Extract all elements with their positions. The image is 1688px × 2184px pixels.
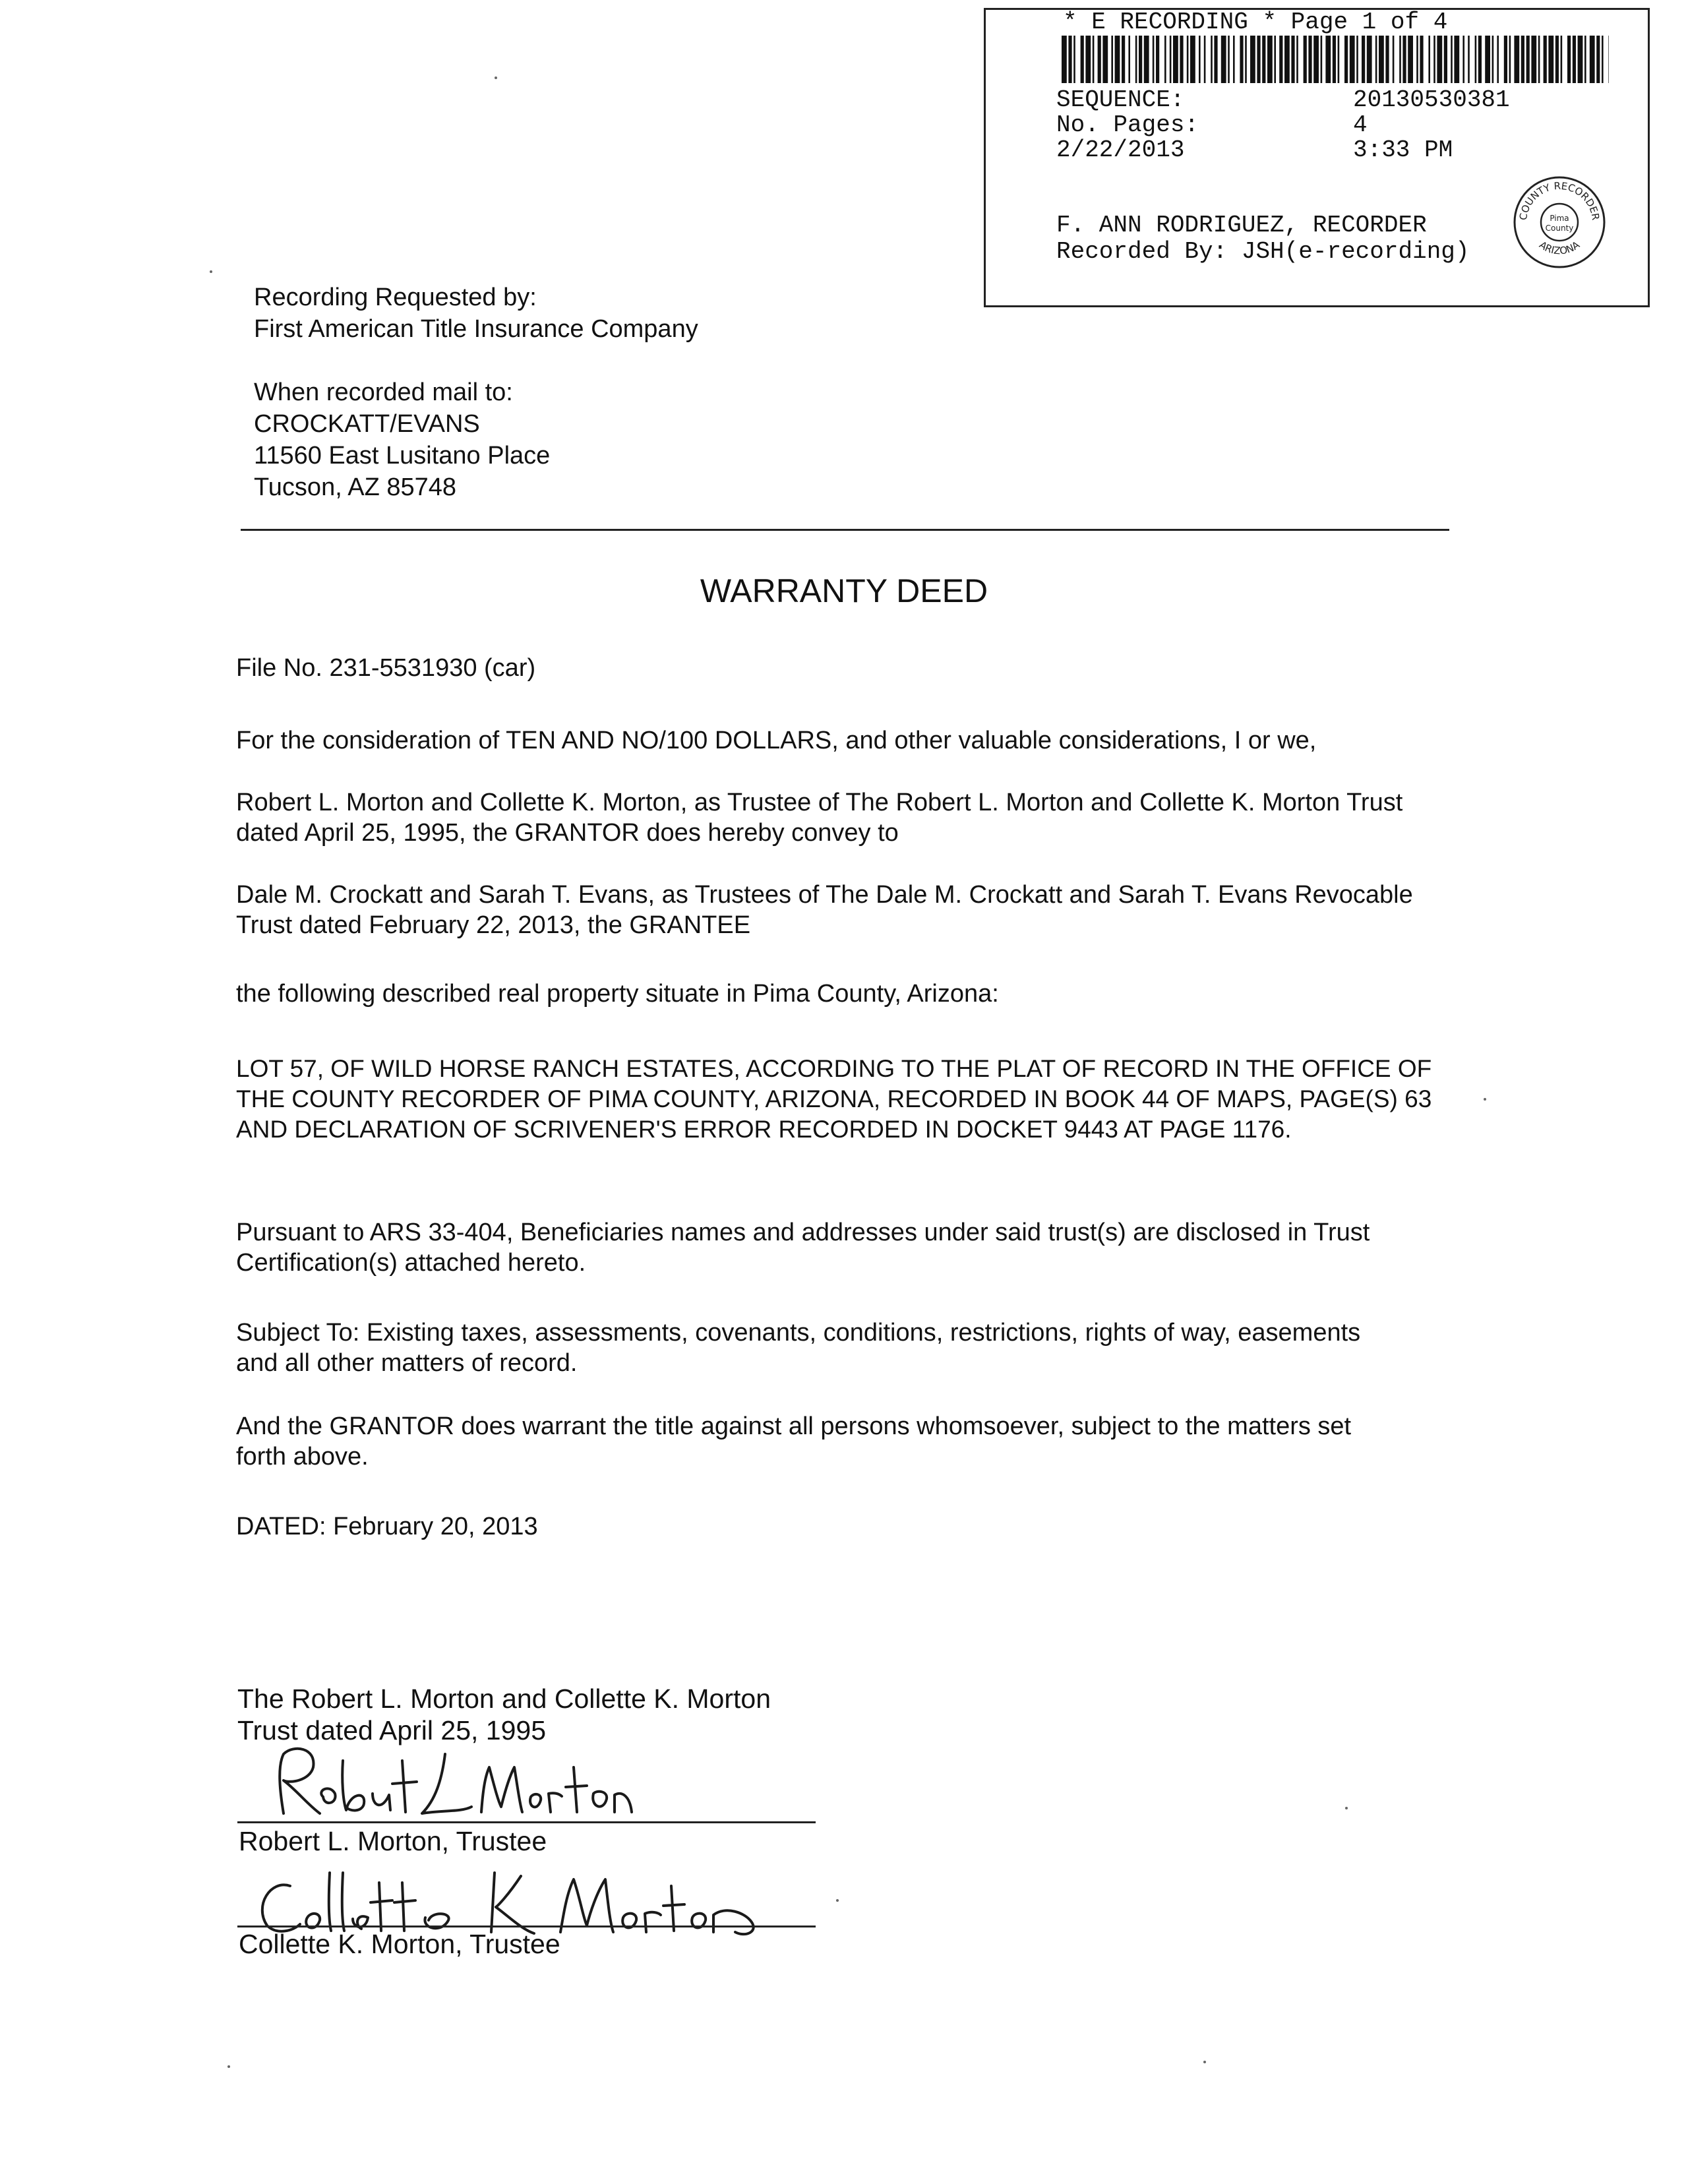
mail-to-label: When recorded mail to: — [254, 379, 513, 406]
barcode-bar — [1135, 36, 1137, 83]
barcode-bar — [1122, 36, 1125, 83]
barcode-bar — [1115, 36, 1120, 83]
mail-to-street: 11560 East Lusitano Place — [254, 442, 551, 470]
barcode-bar — [1204, 36, 1206, 83]
barcode-bar — [1567, 36, 1571, 83]
barcode-bar — [1081, 36, 1084, 83]
pursuant-line-2: Certification(s) attached hereto. — [236, 1249, 586, 1277]
barcode-bar — [1544, 36, 1547, 83]
barcode-bar — [1274, 36, 1276, 83]
scan-speck — [210, 270, 212, 273]
scan-speck — [495, 76, 497, 79]
barcode-bar — [1170, 36, 1172, 83]
barcode-bar — [1526, 36, 1530, 83]
requested-by-label: Recording Requested by: — [254, 284, 537, 311]
county-seal-icon — [1510, 173, 1609, 272]
trust-name-line-1: The Robert L. Morton and Collette K. Morton — [237, 1684, 771, 1714]
seal-text-center-2: County — [1545, 224, 1574, 233]
barcode-bar — [1164, 36, 1166, 83]
barcode-bar — [1433, 36, 1435, 83]
barcode-bar — [1531, 36, 1536, 83]
sequence-label: SEQUENCE: — [1056, 86, 1185, 113]
barcode-bar — [1350, 36, 1355, 83]
barcode-bar — [1245, 36, 1247, 83]
barcode-bar — [1240, 36, 1243, 83]
subject-to-line-1: Subject To: Existing taxes, assessments, covenants, conditions, restrictions, rights of way, easements — [236, 1319, 1361, 1347]
barcode-bar — [1468, 36, 1470, 83]
barcode-bar — [1538, 36, 1540, 83]
barcode-bar — [1428, 36, 1430, 83]
recording-header: * E RECORDING * Page 1 of 4 — [1063, 9, 1448, 36]
recorder-name: F. ANN RODRIGUEZ, RECORDER — [1056, 212, 1427, 239]
barcode-bar — [1144, 36, 1149, 83]
barcode-bar — [1521, 36, 1524, 83]
barcode-bar — [1375, 36, 1377, 83]
barcode-bar — [1596, 36, 1600, 83]
barcode-bar — [1437, 36, 1442, 83]
barcode-bar — [1062, 36, 1067, 83]
dated-text: DATED: February 20, 2013 — [236, 1513, 538, 1540]
barcode-bar — [1492, 36, 1494, 83]
barcode-bar — [1296, 36, 1298, 83]
barcode-bar — [1485, 36, 1490, 83]
barcode-bar — [1187, 36, 1189, 83]
barcode-bar — [1362, 36, 1365, 83]
barcode-bar — [1250, 36, 1255, 83]
barcode-bar — [1399, 36, 1401, 83]
seal-text-center-1: Pima — [1550, 214, 1569, 223]
barcode-bar — [1073, 36, 1075, 83]
pages-label: No. Pages: — [1056, 111, 1199, 138]
barcode-bar — [1602, 36, 1604, 83]
barcode-bar — [1233, 36, 1235, 83]
barcode-bar — [1211, 36, 1213, 83]
barcode-bar — [1578, 36, 1583, 83]
robert-signature — [244, 1741, 653, 1827]
header-divider — [241, 529, 1449, 531]
recorded-by: Recorded By: JSH(e-recording) — [1056, 238, 1470, 265]
seal-text-top: COUNTY RECORDER — [1517, 179, 1602, 222]
barcode-bar — [1098, 36, 1101, 83]
barcode-bar — [1085, 36, 1091, 83]
pursuant-line-1: Pursuant to ARS 33-404, Beneficiaries names and addresses under said trust(s) are disclosed in Trust — [236, 1219, 1370, 1246]
property-intro: the following described real property situate in Pima County, Arizona: — [236, 980, 999, 1008]
warranty-line-1: And the GRANTOR does warrant the title against all persons whomsoever, subject to the matters set — [236, 1412, 1352, 1440]
barcode-bar — [1344, 36, 1348, 83]
barcode-bar — [1093, 36, 1095, 83]
barcode-bar — [1321, 36, 1323, 83]
barcode-bar — [1221, 36, 1226, 83]
barcode-bar — [1393, 36, 1395, 83]
barcode-bar — [1402, 36, 1406, 83]
legal-description-line-1: LOT 57, OF WILD HORSE RANCH ESTATES, ACCORDING TO THE PLAT OF RECORD IN THE OFFICE OF — [236, 1055, 1432, 1082]
scan-speck — [1484, 1098, 1486, 1101]
barcode-bar — [1214, 36, 1217, 83]
barcode-bar — [1257, 36, 1260, 83]
page-title: WARRANTY DEED — [700, 572, 988, 609]
barcode-bar — [1262, 36, 1265, 83]
barcode-bar — [1333, 36, 1336, 83]
scan-speck — [1203, 2061, 1206, 2063]
barcode-bar — [1139, 36, 1142, 83]
barcode-bar — [1228, 36, 1230, 83]
barcode-bar — [1173, 36, 1178, 83]
recording-time: 3:33 PM — [1353, 136, 1453, 164]
barcode-bar — [1304, 36, 1307, 83]
barcode-bar — [1279, 36, 1282, 83]
barcode-bar — [1514, 36, 1519, 83]
requested-by-company: First American Title Insurance Company — [254, 315, 698, 343]
barcode-bar — [1408, 36, 1413, 83]
mail-to-name: CROCKATT/EVANS — [254, 410, 480, 438]
sequence-value: 20130530381 — [1353, 86, 1510, 113]
scan-speck — [1345, 1807, 1348, 1809]
barcode-bar — [1385, 36, 1389, 83]
file-number: File No. 231-5531930 (car) — [236, 654, 536, 682]
barcode-bar — [1416, 36, 1418, 83]
signer-1-name: Robert L. Morton, Trustee — [239, 1826, 547, 1856]
scan-speck — [227, 2065, 230, 2068]
subject-to-line-2: and all other matters of record. — [236, 1349, 578, 1377]
barcode-bar — [1451, 36, 1453, 83]
seal-text-bottom: ARIZONA — [1537, 239, 1582, 257]
barcode-bar — [1555, 36, 1559, 83]
barcode-bar — [1313, 36, 1319, 83]
barcode-bar — [1291, 36, 1294, 83]
barcode-bar — [1128, 36, 1130, 83]
signature-line-1 — [237, 1821, 816, 1823]
barcode-bar — [1509, 36, 1511, 83]
signature-line-2 — [237, 1926, 816, 1927]
barcode-bar — [1444, 36, 1447, 83]
barcode-bar — [1153, 36, 1155, 83]
legal-description-line-3: AND DECLARATION OF SCRIVENER'S ERROR RECORDED IN DOCKET 9443 AT PAGE 1176. — [236, 1116, 1292, 1143]
grantor-line-2: dated April 25, 1995, the GRANTOR does hereby convey to — [236, 819, 899, 847]
pages-value: 4 — [1353, 111, 1368, 138]
barcode-bar — [1497, 36, 1499, 83]
barcode-bar — [1068, 36, 1071, 83]
mail-to-city: Tucson, AZ 85748 — [254, 473, 457, 501]
barcode-bar — [1180, 36, 1183, 83]
barcode-bar — [1462, 36, 1464, 83]
barcode-bar — [1190, 36, 1195, 83]
grantee-line-2: Trust dated February 22, 2013, the GRANTEE — [236, 911, 751, 939]
barcode-bar — [1590, 36, 1595, 83]
barcode-bar — [1584, 36, 1586, 83]
trust-name-line-2: Trust dated April 25, 1995 — [237, 1715, 546, 1745]
barcode — [1062, 36, 1609, 83]
barcode-bar — [1367, 36, 1372, 83]
recording-date: 2/22/2013 — [1056, 136, 1185, 164]
scan-speck — [836, 1899, 839, 1902]
barcode-bar — [1608, 36, 1609, 83]
barcode-bar — [1102, 36, 1108, 83]
barcode-bar — [1504, 36, 1507, 83]
barcode-bar — [1548, 36, 1553, 83]
barcode-bar — [1325, 36, 1331, 83]
signer-2-name: Collette K. Morton, Trustee — [239, 1929, 560, 1959]
grantor-line-1: Robert L. Morton and Collette K. Morton, as Trustee of The Robert L. Morton and Collette K. Morton Trust — [236, 789, 1403, 816]
barcode-bar — [1454, 36, 1459, 83]
barcode-bar — [1338, 36, 1340, 83]
consideration-text: For the consideration of TEN AND NO/100 DOLLARS, and other valuable considerations, I or we, — [236, 727, 1317, 754]
barcode-bar — [1478, 36, 1482, 83]
barcode-bar — [1356, 36, 1358, 83]
barcode-bar — [1573, 36, 1576, 83]
barcode-bar — [1475, 36, 1477, 83]
barcode-bar — [1284, 36, 1290, 83]
barcode-bar — [1308, 36, 1311, 83]
barcode-bar — [1420, 36, 1423, 83]
barcode-bar — [1111, 36, 1113, 83]
barcode-bar — [1379, 36, 1384, 83]
grantee-line-1: Dale M. Crockatt and Sarah T. Evans, as Trustees of The Dale M. Crockatt and Sarah T. Evans Revocable — [236, 881, 1413, 909]
warranty-line-2: forth above. — [236, 1443, 369, 1471]
barcode-bar — [1199, 36, 1201, 83]
barcode-bar — [1156, 36, 1159, 83]
barcode-bar — [1267, 36, 1273, 83]
legal-description-line-2: THE COUNTY RECORDER OF PIMA COUNTY, ARIZONA, RECORDED IN BOOK 44 OF MAPS, PAGE(S) 63 — [236, 1085, 1432, 1112]
barcode-bar — [1561, 36, 1563, 83]
